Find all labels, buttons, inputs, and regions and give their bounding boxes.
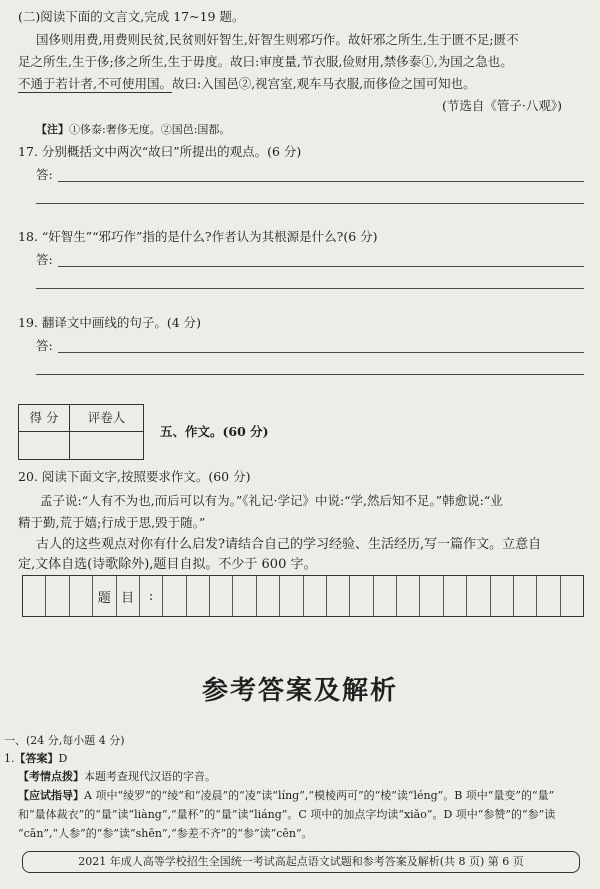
passage-line-2: 足之所生,生于侈;侈之所生,生于毋度。故曰:审度量,节衣服,俭财用,禁侈泰①,为国之急也。 (18, 54, 513, 69)
grid-cell[interactable] (444, 576, 467, 616)
grader-label: 评卷人 (70, 405, 143, 432)
answer-1-number: 1. (4, 752, 15, 765)
question-20: 20. 阅读下面文字,按照要求作文。(60 分) (18, 469, 251, 484)
grid-cell[interactable] (467, 576, 490, 616)
score-box (18, 404, 144, 460)
question-17: 17. 分别概括文中两次“故曰”所提出的观点。(6 分) (18, 144, 302, 159)
focus-text: 本题考查现代汉语的字音。 (84, 770, 216, 783)
guide-line-2: 和“量体裁衣”的“量”读“liàng”,“量杯”的“量”读“liáng”。C 项中的加点字均读“xiǎo”。D 项中“参赞”的“参”读 (18, 808, 556, 821)
passage-line-3 (18, 75, 476, 93)
q18-answer-line-1[interactable] (58, 266, 584, 267)
grid-cell[interactable] (304, 576, 327, 616)
grid-cell[interactable] (397, 576, 420, 616)
grid-cell[interactable] (327, 576, 350, 616)
grader-field[interactable] (70, 432, 143, 459)
guide-text-1: A 项中“绫罗”的“绫”和“凌晨”的“凌”读“líng”,“模棱两可”的“棱”读“léng”。B 项中“量变”的“量” (84, 789, 555, 802)
grid-cell[interactable] (491, 576, 514, 616)
q20-quote-line-1: 孟子说:“人有不为也,而后可以有为。”《礼记·学记》中说:“学,然后知不足。”韩愈说:“业 (40, 493, 503, 508)
grid-cell[interactable]: 目 (117, 576, 140, 616)
passage-line-1: 国侈则用费,用费则民贫,民贫则奸智生,奸智生则邪巧作。故奸邪之所生,生于匮不足;匮不 (36, 32, 519, 47)
answer-1-value: D (58, 752, 68, 765)
grid-cell[interactable] (514, 576, 537, 616)
grid-cell[interactable] (537, 576, 560, 616)
grid-cell[interactable] (350, 576, 373, 616)
grid-cell[interactable] (233, 576, 256, 616)
answers-part-1: 一、(24 分,每小题 4 分) (4, 734, 125, 747)
grid-cell[interactable]: 题 (93, 576, 116, 616)
q19-answer-line-1[interactable] (58, 352, 584, 353)
passage-line-3-rest: 故曰:入国邑②,视宫室,观车马衣服,而侈俭之国可知也。 (171, 76, 476, 91)
passage-notes (36, 121, 230, 139)
grid-cell[interactable] (46, 576, 69, 616)
q19-answer-line-2[interactable] (36, 374, 584, 375)
question-18: 18. “奸智生”“邪巧作”指的是什么?作者认为其根源是什么?(6 分) (18, 229, 378, 244)
grid-cell[interactable] (70, 576, 93, 616)
q20-prompt-line-2: 定,文体自选(诗歌除外),题目自拟。不少于 600 字。 (18, 557, 317, 572)
guide-line-1 (18, 787, 554, 805)
answer-tag: 【答案】 (14, 752, 59, 765)
question-19: 19. 翻译文中画线的句子。(4 分) (18, 315, 202, 330)
guide-line-3: “cān”,“人参”的“参”读“shēn”,“参差不齐”的“参”读“cēn”。 (18, 827, 313, 840)
grid-cell[interactable] (163, 576, 186, 616)
focus-point (18, 768, 216, 786)
section-heading: (二)阅读下面的文言文,完成 17~19 题。 (18, 9, 245, 24)
essay-title-grid[interactable] (22, 575, 584, 617)
grid-cell[interactable] (420, 576, 443, 616)
passage-source: (节选自《管子·八观》) (442, 98, 562, 113)
grid-cell[interactable]: : (140, 576, 163, 616)
score-label: 得 分 (19, 405, 70, 432)
focus-tag: 【考情点拨】 (18, 770, 84, 783)
answer-1 (4, 750, 67, 768)
notes-label: 【注】 (36, 123, 69, 136)
grid-cell[interactable] (257, 576, 280, 616)
q17-answer-label: 答: (36, 167, 53, 182)
q20-quote-line-2: 精于勤,荒于嬉;行成于思,毁于随。” (18, 515, 206, 530)
q17-answer-line-1[interactable] (58, 181, 584, 182)
page-footer: 2021 年成人高等学校招生全国统一考试高起点语文试题和参考答案及解析(共 8 页) 第 6 页 (22, 851, 580, 873)
q18-answer-line-2[interactable] (36, 288, 584, 289)
q19-answer-label: 答: (36, 338, 53, 353)
score-field[interactable] (19, 432, 70, 459)
grid-cell[interactable] (561, 576, 583, 616)
answers-title: 参考答案及解析 (201, 676, 398, 706)
grid-cell[interactable] (374, 576, 397, 616)
q18-answer-label: 答: (36, 252, 53, 267)
guide-tag: 【应试指导】 (18, 789, 84, 802)
underlined-sentence: 不通于若计者,不可使用国。 (18, 76, 172, 91)
grid-cell[interactable] (23, 576, 46, 616)
grid-cell[interactable] (187, 576, 210, 616)
q17-answer-line-2[interactable] (36, 203, 584, 204)
notes-text: ①侈泰:奢侈无度。②国邑:国都。 (69, 123, 231, 136)
section-5-heading: 五、作文。(60 分) (160, 424, 269, 439)
grid-cell[interactable] (280, 576, 303, 616)
q20-prompt-line-1: 古人的这些观点对你有什么启发?请结合自己的学习经验、生活经历,写一篇作文。立意自 (36, 537, 542, 552)
grid-cell[interactable] (210, 576, 233, 616)
